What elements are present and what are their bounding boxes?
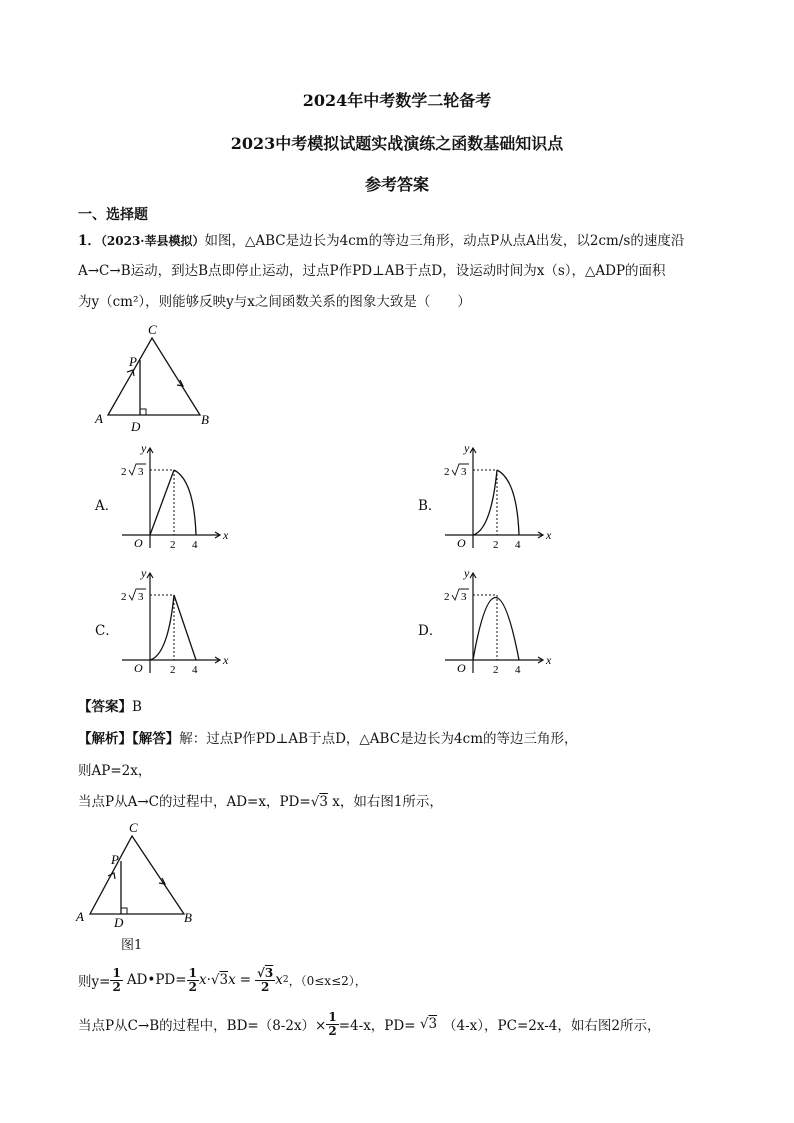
ymax-root: 3	[138, 466, 144, 478]
graph-option-b	[435, 440, 565, 552]
title-line-2: 2023中考模拟试题实战演练之函数基础知识点	[230, 134, 564, 153]
var-x-1: x	[198, 972, 207, 988]
y-label: y	[141, 566, 147, 580]
figure-1-caption: 图1	[121, 938, 143, 953]
analysis-root-3: 3	[319, 794, 328, 810]
x-label: x	[546, 528, 552, 542]
analysis-text-3a: 当点P从A→C的过程中，AD=x，PD=	[78, 794, 311, 810]
title-line-1: 2024年中考数学二轮备考	[302, 91, 492, 110]
tick-2: 2	[170, 539, 176, 551]
origin-label: O	[457, 661, 466, 675]
triangle-figure	[88, 320, 218, 435]
label-a: A	[95, 411, 103, 426]
option-c-label: C．	[95, 623, 119, 639]
analysis-text-5b: =4-x，PD=	[338, 1018, 416, 1034]
analysis-line-3: 当点P从A→C的过程中，AD=x，PD=√3 x，如右图1所示，	[78, 794, 443, 810]
y-label: y	[141, 441, 147, 455]
eq-op: =	[239, 972, 251, 988]
origin-label: O	[134, 661, 143, 675]
analysis-text-4b: AD•PD=	[126, 972, 187, 988]
fraction-half-3: $\frac{1}{2}$	[328, 1009, 337, 1038]
label-p: P	[129, 354, 137, 369]
ymax-root: 3	[138, 591, 144, 603]
section-heading: 一、选择题	[78, 207, 148, 223]
fig1-label-c: C	[129, 820, 138, 835]
fig1-label-a: A	[76, 909, 84, 924]
tick-4: 4	[515, 539, 521, 551]
answer-line	[78, 695, 142, 715]
graph-option-a	[112, 440, 242, 552]
graph-option-d	[435, 565, 565, 677]
fig1-label-d: D	[114, 915, 124, 928]
analysis-line-4: 则y= $\frac{1}{2}$ AD•PD= $\frac{1}{2}$ x · √ 3 x = $\frac{√3}{2}$ x 2 ，（0≤x≤2），	[78, 965, 367, 994]
question-line-1	[78, 229, 684, 249]
analysis-text-4c: ，（0≤x≤2），	[288, 973, 367, 988]
fraction-half-2: $\frac{1}{2}$	[188, 965, 197, 994]
square-exp: 2	[282, 975, 289, 985]
analysis-label: 【解析】【解答】	[78, 731, 180, 747]
label-b: B	[201, 412, 209, 427]
title-line-3: 参考答案	[364, 175, 429, 194]
origin-label: O	[134, 536, 143, 550]
fraction-half-1: $\frac{1}{2}$	[112, 965, 121, 994]
analysis-text-5c: （4-x），PC=2x-4，如右图2所示，	[443, 1018, 661, 1034]
tick-4: 4	[192, 539, 198, 551]
figure-1	[72, 818, 202, 928]
x-label: x	[223, 653, 229, 667]
tick-4: 4	[515, 664, 521, 676]
tick-2: 2	[170, 664, 176, 676]
analysis-text-5a: 当点P从C→B的过程中，BD=（8-2x）×	[78, 1018, 327, 1034]
analysis-text-4a: 则y=	[78, 974, 111, 990]
var-x-3: x	[275, 972, 283, 988]
root-3-a: 3	[219, 972, 229, 988]
analysis-text-3b: x，如右图1所示，	[332, 794, 443, 810]
y-label: y	[464, 441, 470, 455]
ymax-coef: 2	[121, 466, 127, 478]
analysis-line-2: 则AP=2x，	[78, 763, 152, 779]
ymax-coef: 2	[121, 591, 127, 603]
question-source: （2023·莘县模拟）	[100, 234, 205, 248]
label-d: D	[131, 419, 141, 434]
label-c: C	[148, 322, 157, 337]
question-text-1: 如图，△ABC是边长为4cm的等边三角形，动点P从点A出发，以2cm/s的速度沿	[204, 233, 685, 249]
graph-option-c	[112, 565, 242, 677]
option-d-label: D．	[418, 623, 443, 639]
analysis-root-5: 3	[428, 1016, 438, 1032]
ymax-root: 3	[461, 466, 467, 478]
fig1-label-p: P	[111, 852, 119, 867]
answer-label: 【答案】	[78, 699, 132, 715]
ymax-root: 3	[461, 591, 467, 603]
ymax-coef: 2	[444, 591, 450, 603]
fraction-root3-half: $\frac{√3}{2}$	[257, 965, 274, 994]
tick-2: 2	[493, 539, 499, 551]
y-label: y	[464, 566, 470, 580]
question-line-3: 为y（cm²），则能够反映y与x之间函数关系的图象大致是（ ）	[78, 294, 471, 310]
analysis-line-5: 当点P从C→B的过程中，BD=（8-2x）× $\frac{1}{2}$ =4-x，PD= √ 3 （4-x），PC=2x-4，如右图2所示，	[78, 1009, 661, 1038]
fig1-label-b: B	[184, 910, 192, 925]
tick-4: 4	[192, 664, 198, 676]
analysis-text-1: 解：过点P作PD⊥AB于点D，△ABC是边长为4cm的等边三角形，	[179, 731, 578, 747]
question-line-2: A→C→B运动，到达B点即停止运动，过点P作PD⊥AB于点D，设运动时间为x（s），△ADP的面积	[78, 263, 666, 279]
x-label: x	[546, 653, 552, 667]
origin-label: O	[457, 536, 466, 550]
var-x-2: x	[228, 972, 236, 988]
answer-value: B	[132, 699, 142, 715]
ymax-coef: 2	[444, 466, 450, 478]
dot-op: ·	[206, 972, 211, 988]
option-b-label: B．	[418, 498, 442, 514]
question-number: 1．	[78, 233, 101, 249]
x-label: x	[223, 528, 229, 542]
analysis-line-1	[78, 727, 578, 747]
option-a-label: A．	[95, 498, 119, 514]
tick-2: 2	[493, 664, 499, 676]
